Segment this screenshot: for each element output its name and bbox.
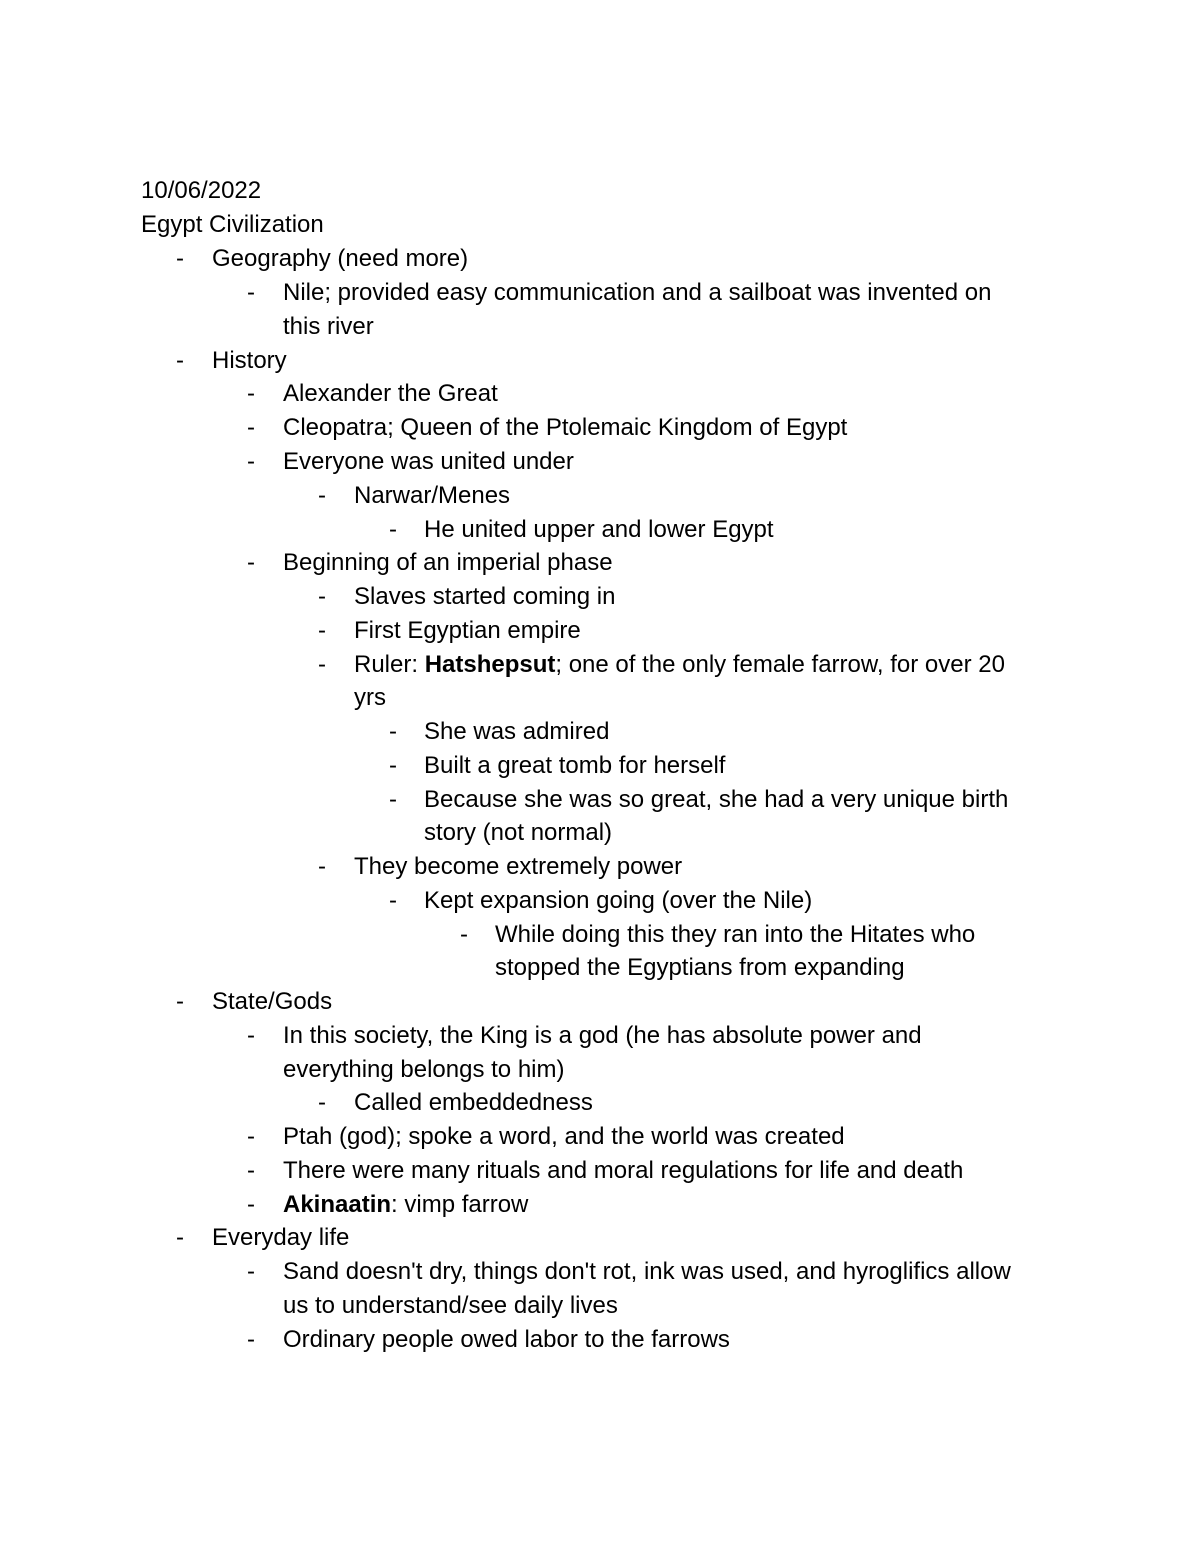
list-item-birth-cont: story (not normal) — [424, 819, 613, 846]
bullet-dash: - — [389, 752, 397, 779]
bullet-dash: - — [389, 516, 397, 543]
list-item-history: History — [212, 347, 287, 374]
list-item-everyday: Everyday life — [212, 1224, 350, 1251]
list-item-cleopatra: Cleopatra; Queen of the Ptolemaic Kingdom of Egypt — [283, 414, 848, 441]
bullet-dash: - — [247, 448, 255, 475]
list-item-hitates: While doing this they ran into the Hitates who — [495, 921, 976, 948]
bullet-dash: - — [318, 583, 326, 610]
bullet-dash: - — [389, 786, 397, 813]
list-item-hitates-cont: stopped the Egyptians from expanding — [495, 954, 905, 981]
bullet-dash: - — [247, 1123, 255, 1150]
list-item-king: In this society, the King is a god (he has absolute power and — [283, 1022, 922, 1049]
bullet-dash: - — [318, 651, 326, 678]
list-item-ptah: Ptah (god); spoke a word, and the world was created — [283, 1123, 845, 1150]
list-item-state: State/Gods — [212, 988, 333, 1015]
bullet-dash: - — [318, 853, 326, 880]
list-item-alexander: Alexander the Great — [283, 380, 498, 407]
bullet-dash: - — [247, 1326, 255, 1353]
list-item-first-empire: First Egyptian empire — [354, 617, 581, 644]
list-item-labor: Ordinary people owed labor to the farrows — [283, 1326, 730, 1353]
list-item-ruler — [354, 648, 1005, 682]
list-item-rituals: There were many rituals and moral regulations for life and death — [283, 1157, 964, 1184]
list-item-imperial: Beginning of an imperial phase — [283, 549, 613, 576]
list-item-expansion: Kept expansion going (over the Nile) — [424, 887, 813, 914]
bullet-dash: - — [247, 380, 255, 407]
list-item-geography: Geography (need more) — [212, 245, 469, 272]
ruler-name: Hatshepsut — [424, 651, 556, 678]
bullet-dash: - — [247, 1191, 255, 1218]
bullet-dash: - — [176, 245, 184, 272]
list-item-nile: Nile; provided easy communication and a sailboat was invented on — [283, 279, 992, 306]
bullet-dash: - — [247, 1157, 255, 1184]
ruler-rest: ; one of the only female farrow, for over 20 — [555, 651, 1005, 678]
bullet-dash: - — [318, 1089, 326, 1116]
list-item-embedded: Called embeddedness — [354, 1089, 593, 1116]
bullet-dash: - — [247, 414, 255, 441]
date-line: 10/06/2022 — [141, 177, 262, 204]
bullet-dash: - — [318, 482, 326, 509]
bullet-dash: - — [176, 988, 184, 1015]
list-item-sand-cont: us to understand/see daily lives — [283, 1292, 618, 1319]
list-item-sand: Sand doesn't dry, things don't rot, ink was used, and hyroglifics allow — [283, 1258, 1011, 1285]
list-item-united: Everyone was united under — [283, 448, 574, 475]
title-line: Egypt Civilization — [141, 211, 324, 238]
list-item-akinaatin — [283, 1188, 528, 1222]
list-item-king-cont: everything belongs to him) — [283, 1056, 565, 1083]
list-item-tomb: Built a great tomb for herself — [424, 752, 726, 779]
bullet-dash: - — [176, 347, 184, 374]
list-item-he-united: He united upper and lower Egypt — [424, 516, 774, 543]
bullet-dash: - — [247, 1258, 255, 1285]
list-item-ruler-cont: yrs — [354, 684, 386, 711]
list-item-birth: Because she was so great, she had a very unique birth — [424, 786, 1009, 813]
list-item-slaves: Slaves started coming in — [354, 583, 616, 610]
bullet-dash: - — [247, 549, 255, 576]
bullet-dash: - — [389, 718, 397, 745]
ruler-prefix: Ruler: — [354, 651, 425, 678]
list-item-nile-cont: this river — [283, 313, 374, 340]
bullet-dash: - — [460, 921, 468, 948]
list-item-narwar: Narwar/Menes — [354, 482, 511, 509]
bullet-dash: - — [318, 617, 326, 644]
bullet-dash: - — [389, 887, 397, 914]
akinaatin-name: Akinaatin — [283, 1191, 392, 1218]
bullet-dash: - — [176, 1224, 184, 1251]
list-item-power: They become extremely power — [354, 853, 683, 880]
list-item-admired: She was admired — [424, 718, 610, 745]
bullet-dash: - — [247, 279, 255, 306]
bullet-dash: - — [247, 1022, 255, 1049]
akinaatin-rest: : vimp farrow — [391, 1191, 529, 1218]
